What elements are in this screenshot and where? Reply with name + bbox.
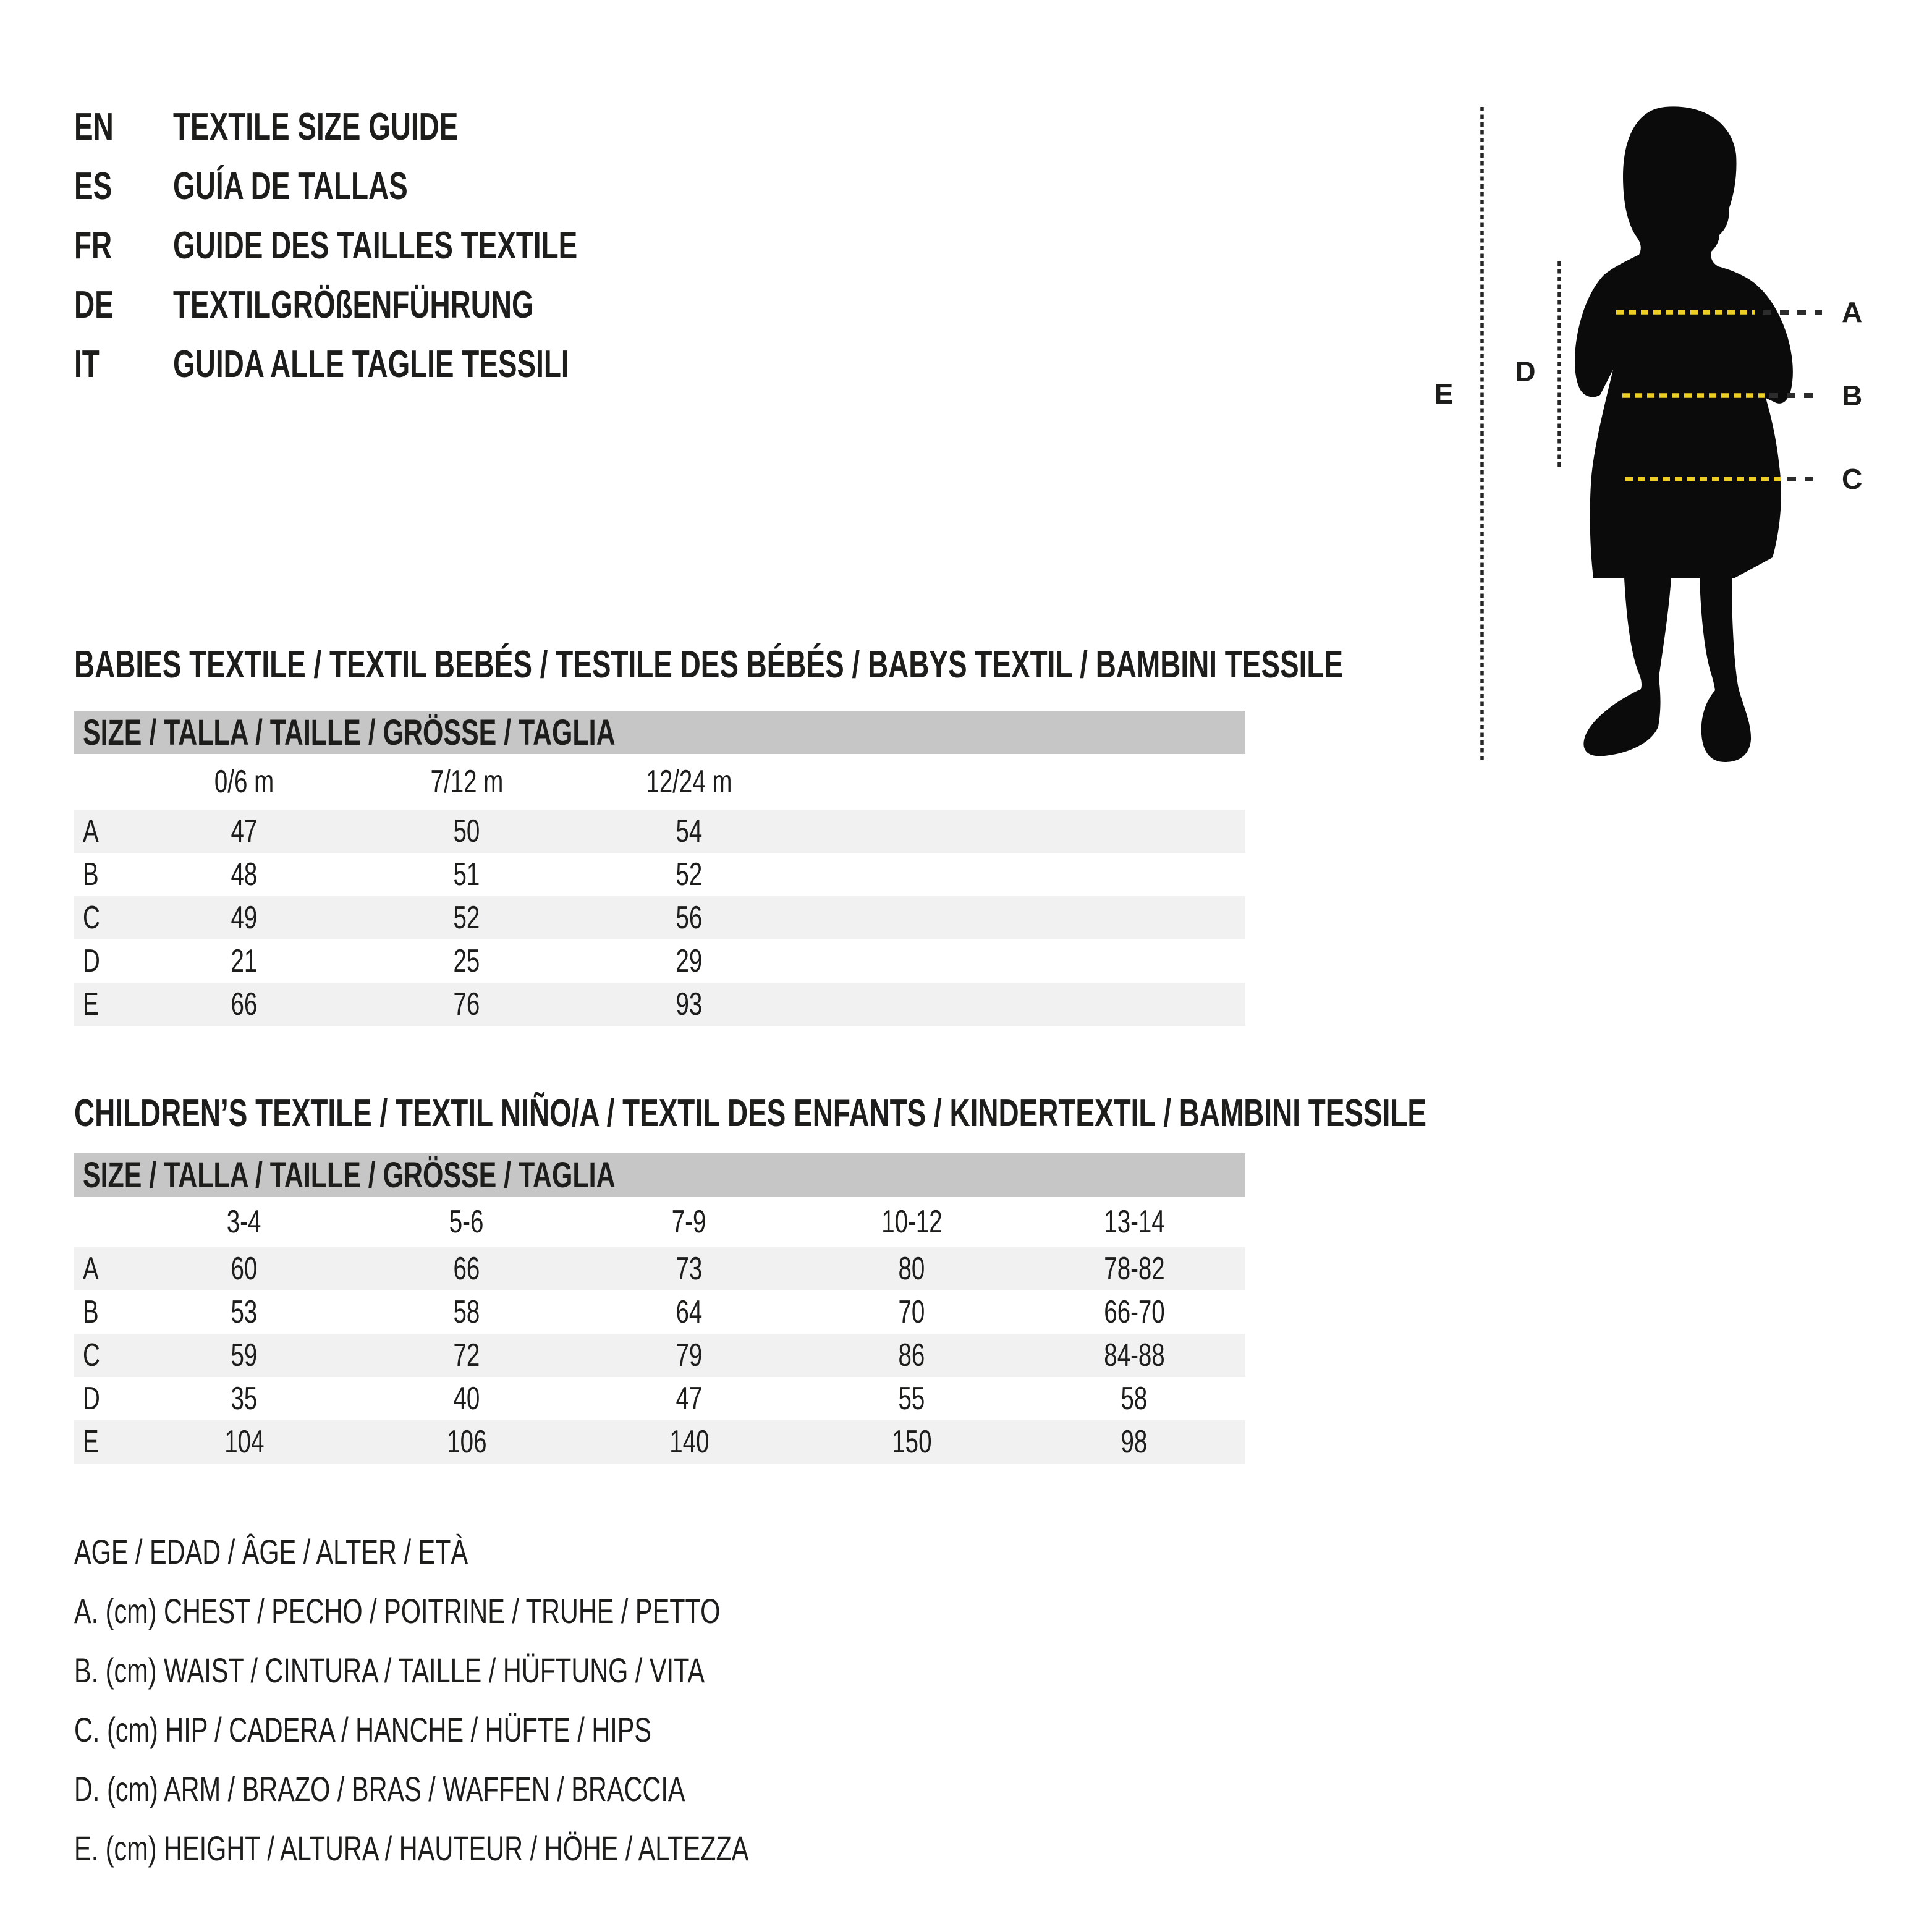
size-label: D <box>83 943 100 979</box>
language-title: GUÍA DE TALLAS <box>173 164 408 208</box>
language-row-de <box>74 275 719 334</box>
size-label: E <box>83 986 99 1022</box>
size-label: B <box>83 1294 99 1330</box>
size-value: 59 <box>231 1337 258 1373</box>
children-section-title-text: CHILDREN’S TEXTILE / TEXTIL NIÑO/A / TEXTIL DES ENFANTS / KINDERTEXTIL / BAMBINI TESSILE <box>74 1091 1426 1135</box>
size-value: 84-88 <box>1103 1337 1165 1373</box>
size-value: 50 <box>453 813 480 849</box>
size-value: 80 <box>898 1251 925 1287</box>
table-row <box>74 983 1245 1026</box>
babies-section-title-text: BABIES TEXTILE / TEXTIL BEBÉS / TESTILE DES BÉBÉS / BABYS TEXTIL / BAMBINI TESSILE <box>74 643 1343 686</box>
table-row <box>74 853 1245 896</box>
table-row <box>74 1420 1245 1464</box>
language-row-en <box>74 97 719 156</box>
children-size-header-band <box>74 1153 1245 1197</box>
language-code: FR <box>74 224 112 267</box>
size-label: C <box>83 900 100 936</box>
table-row <box>74 896 1245 939</box>
size-value: 52 <box>676 857 703 892</box>
size-value: 49 <box>231 900 258 936</box>
children-section-title <box>74 1091 1902 1135</box>
table-row <box>74 1247 1245 1290</box>
size-value: 98 <box>1121 1424 1148 1460</box>
size-value: 56 <box>676 900 703 936</box>
size-value: 72 <box>453 1337 480 1373</box>
child-silhouette <box>1575 106 1793 578</box>
size-header-text: SIZE / TALLA / TAILLE / GRÖSSE / TAGLIA <box>83 1155 616 1195</box>
size-value: 150 <box>891 1424 932 1460</box>
size-value: 66 <box>231 986 258 1022</box>
babies-size-header-band <box>74 711 1245 754</box>
column-header: 7/12 m <box>430 764 503 800</box>
children-column-header-row <box>74 1197 1245 1247</box>
language-row-fr <box>74 216 719 275</box>
size-value: 66-70 <box>1103 1294 1165 1330</box>
size-value: 58 <box>1121 1381 1148 1417</box>
column-header: 12/24 m <box>646 764 732 800</box>
size-value: 64 <box>676 1294 703 1330</box>
table-row <box>74 939 1245 983</box>
language-code: ES <box>74 164 112 208</box>
table-row <box>74 810 1245 853</box>
language-title: TEXTILE SIZE GUIDE <box>173 105 459 148</box>
column-header: 5-6 <box>449 1204 484 1240</box>
size-label: A <box>83 813 99 849</box>
column-header: 7-9 <box>672 1204 706 1240</box>
size-value: 47 <box>676 1381 703 1417</box>
size-value: 40 <box>453 1381 480 1417</box>
size-label: A <box>83 1251 99 1287</box>
size-value: 58 <box>453 1294 480 1330</box>
size-value: 86 <box>898 1337 925 1373</box>
figure-label-d: D <box>1515 355 1536 388</box>
figure-label-a: A <box>1842 296 1863 328</box>
size-value: 47 <box>231 813 258 849</box>
language-list <box>74 97 719 394</box>
column-header: 13-14 <box>1103 1204 1165 1240</box>
size-value: 51 <box>453 857 480 892</box>
language-code: IT <box>74 342 100 386</box>
size-value: 54 <box>676 813 703 849</box>
size-header-text: SIZE / TALLA / TAILLE / GRÖSSE / TAGLIA <box>83 712 616 753</box>
measurement-legend <box>74 1522 986 1878</box>
size-value: 48 <box>231 857 258 892</box>
legend-line-hip: C. (cm) HIP / CADERA / HANCHE / HÜFTE / HIPS <box>74 1710 652 1749</box>
figure-label-c: C <box>1842 463 1863 495</box>
size-label: C <box>83 1337 100 1373</box>
legend-line-arm: D. (cm) ARM / BRAZO / BRAS / WAFFEN / BRACCIA <box>74 1769 685 1808</box>
size-value: 140 <box>669 1424 710 1460</box>
table-row <box>74 1377 1245 1420</box>
language-row-it <box>74 334 719 394</box>
column-header: 0/6 m <box>214 764 274 800</box>
size-label: E <box>83 1424 99 1460</box>
column-header: 3-4 <box>227 1204 261 1240</box>
size-value: 76 <box>453 986 480 1022</box>
size-value: 104 <box>224 1424 265 1460</box>
legend-line-chest: A. (cm) CHEST / PECHO / POITRINE / TRUHE / PETTO <box>74 1591 721 1630</box>
size-value: 93 <box>676 986 703 1022</box>
language-code: EN <box>74 105 114 148</box>
legend-line-age: AGE / EDAD / ÂGE / ALTER / ETÀ <box>74 1532 468 1571</box>
size-value: 79 <box>676 1337 703 1373</box>
children-size-table <box>74 1153 1245 1464</box>
table-row <box>74 1334 1245 1377</box>
size-value: 53 <box>231 1294 258 1330</box>
size-value: 29 <box>676 943 703 979</box>
size-value: 55 <box>898 1381 925 1417</box>
size-value: 35 <box>231 1381 258 1417</box>
size-value: 52 <box>453 900 480 936</box>
babies-size-table <box>74 711 1245 1026</box>
language-title: GUIDE DES TAILLES TEXTILE <box>173 224 578 267</box>
babies-column-header-row <box>74 754 1245 810</box>
size-value: 106 <box>446 1424 487 1460</box>
size-value: 78-82 <box>1103 1251 1165 1287</box>
legend-line-waist: B. (cm) WAIST / CINTURA / TAILLE / HÜFTUNG / VITA <box>74 1650 705 1690</box>
size-value: 73 <box>676 1251 703 1287</box>
size-value: 60 <box>231 1251 258 1287</box>
size-value: 21 <box>231 943 258 979</box>
legend-line-height: E. (cm) HEIGHT / ALTURA / HAUTEUR / HÖHE / ALTEZZA <box>74 1828 749 1868</box>
size-value: 66 <box>453 1251 480 1287</box>
figure-label-e: E <box>1434 378 1454 410</box>
column-header: 10-12 <box>881 1204 943 1240</box>
language-title: GUIDA ALLE TAGLIE TESSILI <box>173 342 569 386</box>
size-value: 70 <box>898 1294 925 1330</box>
babies-section-title <box>74 643 1789 686</box>
language-code: DE <box>74 283 114 326</box>
table-row <box>74 1290 1245 1334</box>
figure-label-b: B <box>1842 379 1863 412</box>
size-value: 25 <box>453 943 480 979</box>
language-title: TEXTILGRÖßENFÜHRUNG <box>173 283 534 326</box>
size-label: B <box>83 857 99 892</box>
size-label: D <box>83 1381 100 1417</box>
language-row-es <box>74 156 719 216</box>
